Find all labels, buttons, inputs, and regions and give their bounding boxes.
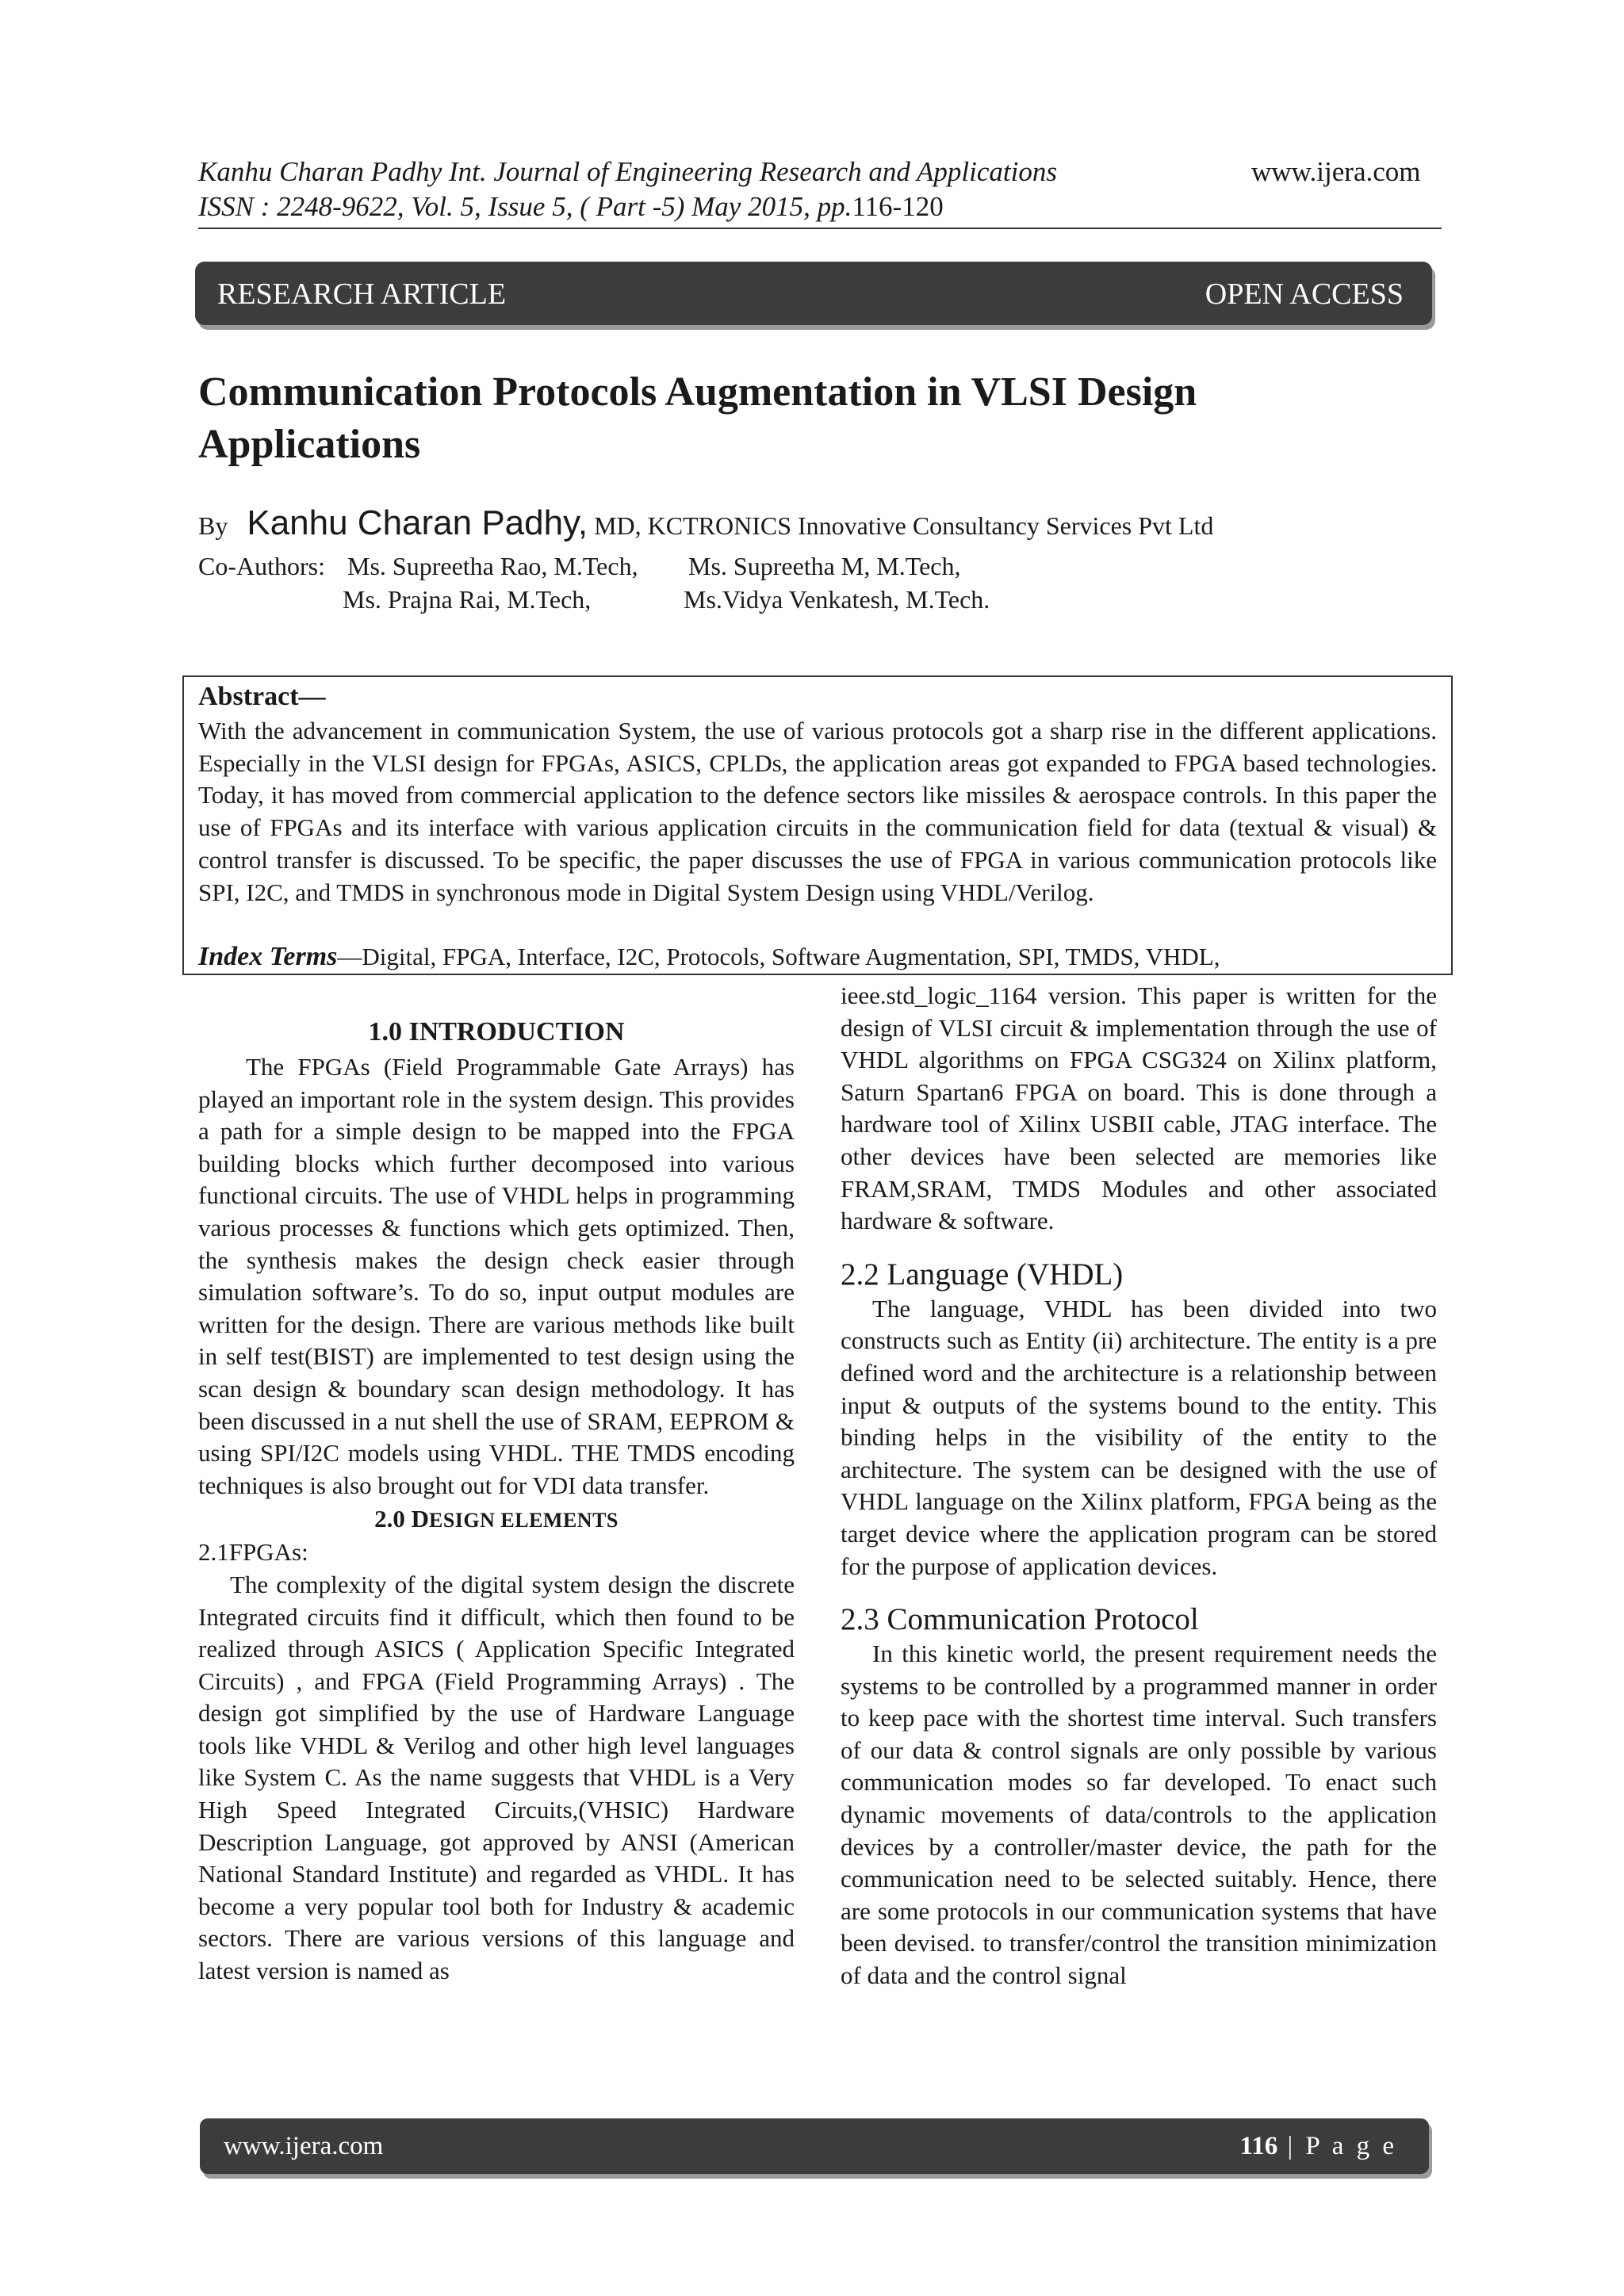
by-label: By bbox=[198, 511, 228, 540]
coauthors-line2 bbox=[198, 584, 1308, 615]
open-access-label: OPEN ACCESS bbox=[1205, 277, 1404, 311]
footer-page-number: 116 | P a g e bbox=[1239, 2132, 1397, 2160]
coauthor-1: Ms. Supreetha Rao, M.Tech, bbox=[347, 552, 638, 580]
left-column bbox=[198, 1015, 795, 1988]
introduction-heading: 1.0 INTRODUCTION bbox=[368, 1017, 625, 1047]
author-affiliation: MD, KCTRONICS Innovative Consultancy Services Pvt Ltd bbox=[594, 511, 1214, 540]
footer-website-link[interactable]: www.ijera.com bbox=[224, 2132, 384, 2160]
fpga-text: The complexity of the digital system design the discrete Integrated circuits find it difficult, which then found to be realized through ASICS ( Application Specific Integrated Circuits) , and FPGA (Field Programming Arrays) . The design got simplified by the use of Hardware Language tools like VHDL & Verilog and other high level languages like System C. As the name suggests that VHDL is a Very High Speed Integrated Circuits,(VHSIC) Hardware Description Language, got approved by ANSI (American National Standard Institute) and regarded as VHDL. It has become a very popular tool both for Industry & academic sectors. There are various versions of this language and latest version is named as bbox=[198, 1570, 795, 1985]
research-article-label: RESEARCH ARTICLE bbox=[217, 277, 507, 311]
header-website-link[interactable]: www.ijera.com bbox=[1251, 156, 1421, 187]
right-column bbox=[841, 980, 1437, 1992]
coauthor-3: Ms. Prajna Rai, M.Tech, bbox=[343, 585, 592, 614]
paper-title-line1: Communication Protocols Augmentation in VLSI Design bbox=[198, 369, 1197, 415]
introduction-text: The FPGAs (Field Programmable Gate Arrays) has played an important role in the system design. This provides a path for a simple design to be mapped into the FPGA building blocks which further decomposed into various functional circuits. The use of VHDL helps in programming various processes & functions which gets optimized. Then, the synthesis makes the design check easier through simulation software’s. To do so, input output modules are written for the design. There are various methods like built in self test(BIST) are implemented to test design using the scan design & boundary scan design methodology. It has been discussed in a nut shell the use of SRAM, EEPROM & using SPI/I2C models using VHDL. THE TMDS encoding techniques is also brought out for VDI data transfer. bbox=[198, 1053, 795, 1499]
issn-text: ISSN : 2248-9622, Vol. 5, Issue 5, ( Part -5) May 2015, pp. bbox=[198, 191, 852, 222]
index-terms bbox=[198, 941, 1220, 973]
paper-title bbox=[198, 366, 1435, 471]
design-elements-heading: 2.0 DESIGN ELEMENTS bbox=[374, 1505, 619, 1533]
coauthor-2: Ms. Supreetha M, M.Tech, bbox=[688, 552, 961, 580]
journal-header-line1: Kanhu Charan Padhy Int. Journal of Engineering Research and Applications bbox=[198, 156, 1057, 187]
paper-title-line2: Applications bbox=[198, 422, 421, 467]
language-text: The language, VHDL has been divided into two constructs such as Entity (ii) architecture. The entity is a pre defined word and the architecture is a relationship between input & outputs of the systems bound to the entity. This binding helps in the visibility of the entity to the architecture. The system can be designed with the use of VHDL language on the Xilinx platform, FPGA being as the target device where the application program can be stored for the purpose of application devices. bbox=[841, 1294, 1437, 1580]
main-author-name: Kanhu Charan Padhy, bbox=[247, 503, 588, 542]
language-heading: 2.2 Language (VHDL) bbox=[841, 1257, 1124, 1292]
coauthor-4: Ms.Vidya Venkatesh, M.Tech. bbox=[684, 585, 990, 614]
page-range: 116-120 bbox=[852, 191, 944, 222]
author-line bbox=[198, 503, 1214, 542]
index-terms-label: Index Terms bbox=[198, 942, 338, 971]
article-type-banner bbox=[195, 262, 1432, 325]
continued-text: ieee.std_logic_1164 version. This paper is written for the design of VLSI circuit & implementation through the use of VHDL algorithms on FPGA CSG324 on Xilinx platform, Saturn Spartan6 FPGA on board. This is done through a hardware tool of Xilinx USBII cable, JTAG interface. The other devices have been selected are memories like FRAM,SRAM, TMDS Modules and other associated hardware & software. bbox=[841, 982, 1437, 1235]
journal-header-line2 bbox=[198, 190, 1229, 224]
abstract-text: With the advancement in communication System, the use of various protocols got a sharp rise in the different applications. Especially in the VLSI design for FPGAs, ASICS, CPLDs, the application areas got expanded to FPGA based technologies. Today, it has moved from commercial application to the defence sectors like missiles & aerospace controls. In this paper the use of FPGAs and its interface with various application circuits in the communication field for data (textual & visual) & control transfer is discussed. To be specific, the paper discusses the use of FPGA in various communication protocols like SPI, I2C, and TMDS in synchronous mode in Digital System Design using VHDL/Verilog. bbox=[198, 717, 1437, 906]
index-terms-list: —Digital, FPGA, Interface, I2C, Protocols, Software Augmentation, SPI, TMDS, VHDL, bbox=[337, 943, 1220, 970]
communication-protocol-heading: 2.3 Communication Protocol bbox=[841, 1602, 1199, 1637]
fpga-subsection-label: 2.1FPGAs: bbox=[198, 1538, 308, 1567]
communication-protocol-text: In this kinetic world, the present requirement needs the systems to be controlled by a programmed manner in order to keep pace with the shortest time interval. Such transfers of our data & control signals are only possible by various communication modes so far developed. To enact such dynamic movements of data/controls to the application devices by a controller/master device, the path for the communication need to be selected suitably. Hence, there are some protocols in our communication systems that have been devised. to transfer/control the transition minimization of data and the control signal bbox=[841, 1640, 1437, 1990]
coauthors-line1 bbox=[198, 550, 1308, 582]
coauthors-label: Co-Authors: bbox=[198, 552, 325, 580]
abstract-heading: Abstract— bbox=[198, 682, 326, 711]
header-rule bbox=[198, 228, 1442, 229]
page-footer bbox=[200, 2118, 1429, 2174]
